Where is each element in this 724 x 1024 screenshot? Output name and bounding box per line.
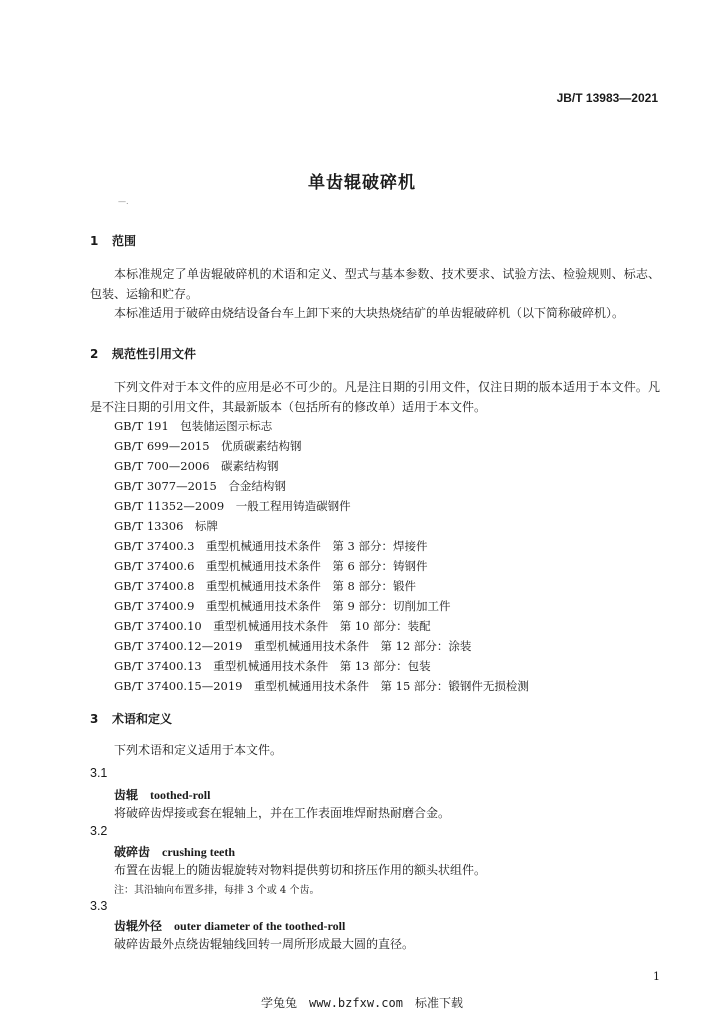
section-1-paragraph-1: 本标准规定了单齿辊破碎机的术语和定义、型式与基本参数、技术要求、试验方法、检验规则、标志、包装、运输和贮存。 (90, 267, 660, 301)
standard-number: JB/T 13983—2021 (556, 91, 658, 105)
scan-mark: —. (118, 197, 129, 206)
reference-item: GB/T 37400.9 重型机械通用技术条件 第 9 部分：切削加工件 (114, 599, 451, 613)
term-en: crushing teeth (162, 845, 236, 859)
section-1-heading: 1 范围 (90, 234, 137, 248)
section-3-paragraph-1: 下列术语和定义适用于本文件。 (114, 743, 283, 757)
term-definition: 将破碎齿焊接或套在辊轴上，并在工作表面堆焊耐热耐磨合金。 (114, 806, 451, 820)
clause-number: 3.3 (90, 899, 108, 913)
footer-watermark: 学兔兔 www.bzfxw.com 标准下载 (261, 996, 463, 1010)
term-note: 注：其沿轴向布置多排，每排 3 个或 4 个齿。 (114, 885, 320, 896)
section-1-paragraph-2: 本标准适用于破碎由烧结设备台车上卸下来的大块热烧结矿的单齿辊破碎机（以下简称破碎机）。 (114, 306, 625, 320)
reference-item: GB/T 37400.13 重型机械通用技术条件 第 13 部分：包装 (114, 659, 431, 673)
reference-item: GB/T 37400.12—2019 重型机械通用技术条件 第 12 部分：涂装 (114, 639, 472, 653)
reference-item: GB/T 37400.10 重型机械通用技术条件 第 10 部分：装配 (114, 619, 431, 633)
reference-item: GB/T 37400.3 重型机械通用技术条件 第 3 部分：焊接件 (114, 539, 428, 553)
term-en: outer diameter of the toothed-roll (174, 919, 346, 933)
reference-item: GB/T 37400.15—2019 重型机械通用技术条件 第 15 部分：锻钢件无损检测 (114, 679, 529, 693)
document-title: 单齿辊破碎机 (308, 173, 416, 193)
term-heading (114, 843, 235, 860)
term-en: toothed-roll (150, 788, 211, 802)
clause-number: 3.2 (90, 824, 108, 838)
section-2-heading: 2 规范性引用文件 (90, 347, 197, 361)
term-cn: 破碎齿 (114, 845, 151, 859)
section-3-heading: 3 术语和定义 (90, 712, 173, 726)
reference-item: GB/T 37400.6 重型机械通用技术条件 第 6 部分：铸钢件 (114, 559, 428, 573)
term-definition: 破碎齿最外点绕齿辊轴线回转一周所形成最大圆的直径。 (114, 937, 415, 951)
reference-item: GB/T 700—2006 碳素结构钢 (114, 459, 279, 473)
reference-item: GB/T 13306 标牌 (114, 519, 218, 533)
reference-item: GB/T 37400.8 重型机械通用技术条件 第 8 部分：锻件 (114, 579, 417, 593)
term-definition: 布置在齿辊上的随齿辊旋转对物料提供剪切和挤压作用的额头状组件。 (114, 863, 487, 877)
term-cn: 齿辊 (114, 788, 139, 802)
term-cn: 齿辊外径 (114, 919, 163, 933)
reference-item: GB/T 699—2015 优质碳素结构钢 (114, 439, 302, 453)
reference-item: GB/T 11352—2009 一般工程用铸造碳钢件 (114, 499, 351, 513)
clause-number: 3.1 (90, 766, 108, 780)
reference-item: GB/T 191 包装储运图示标志 (114, 419, 273, 433)
term-heading (114, 786, 210, 803)
section-2-paragraph-1: 下列文件对于本文件的应用是必不可少的。凡是注日期的引用文件，仅注日期的版本适用于本文件。凡是不注日期的引用文件，其最新版本（包括所有的修改单）适用于本文件。 (90, 380, 660, 414)
page-number: 1 (653, 970, 660, 983)
reference-item: GB/T 3077—2015 合金结构钢 (114, 479, 286, 493)
term-heading (114, 917, 345, 934)
